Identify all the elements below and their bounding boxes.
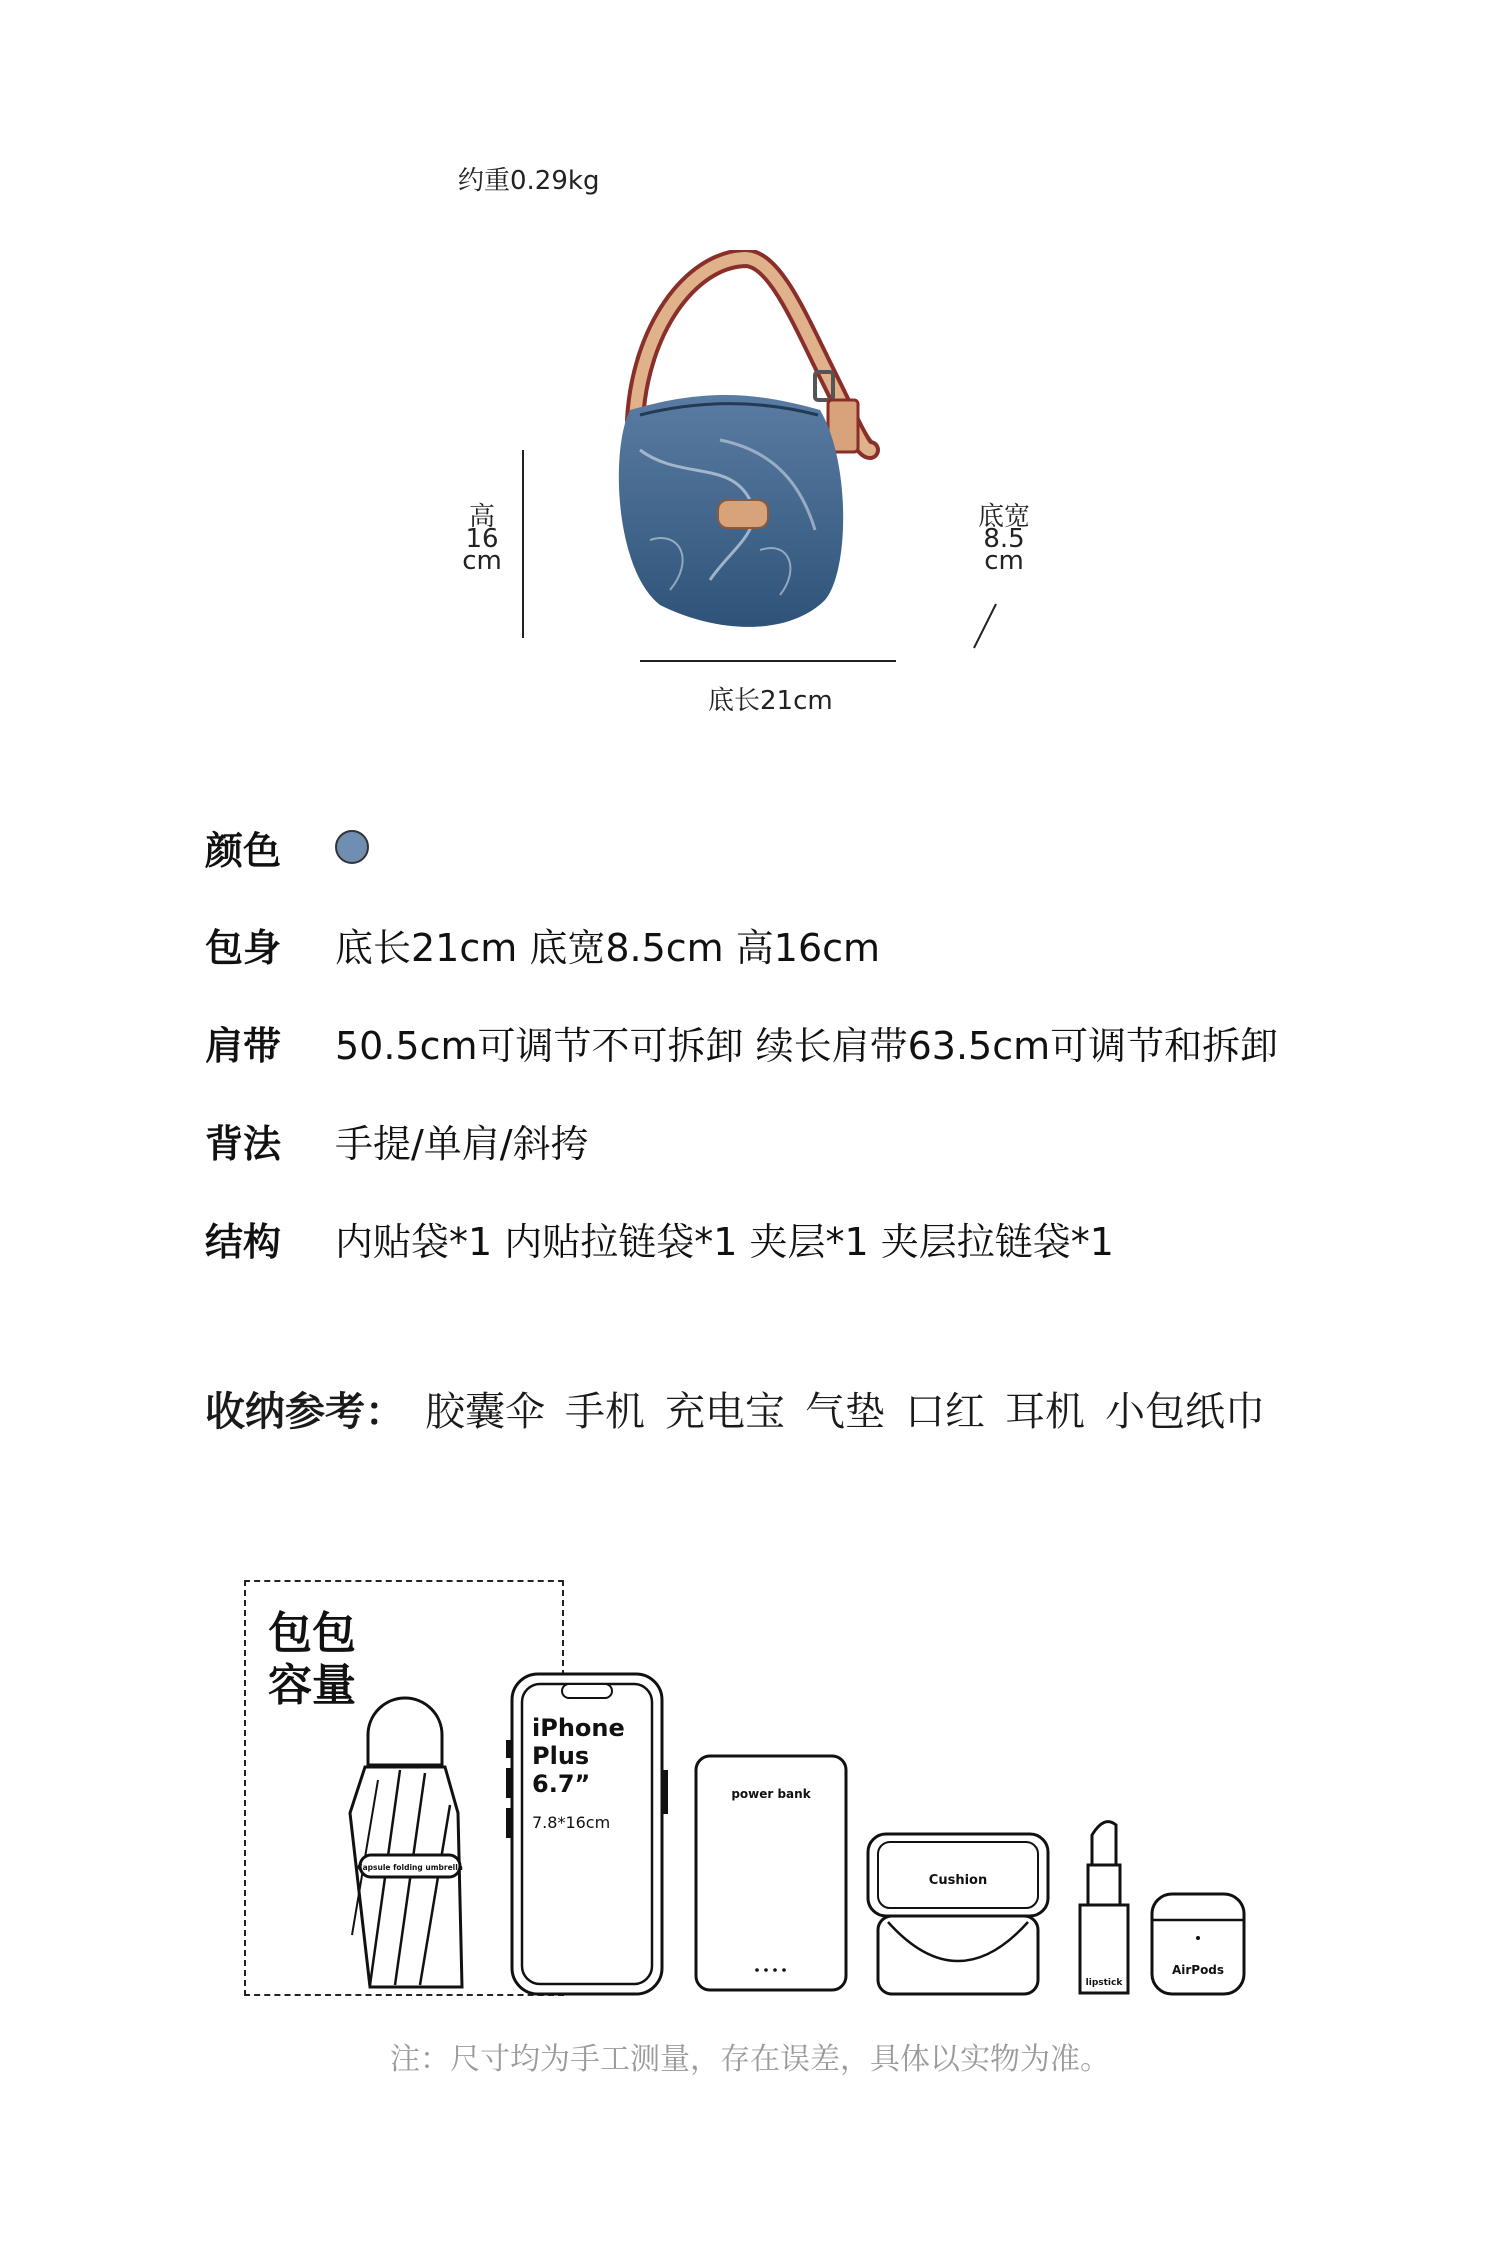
height-value: 16 <box>465 524 499 554</box>
spec-row-structure <box>205 1208 1114 1268</box>
height-dimension-line <box>522 450 524 638</box>
phone-size-label: 7.8*16cm <box>532 1813 611 1832</box>
lipstick-icon <box>1074 1815 1134 1999</box>
airpods-label: AirPods <box>1171 1963 1225 1977</box>
storage-item: 小包纸巾 <box>1105 1389 1265 1435</box>
spec-value: 底长21cm 底宽8.5cm 高16cm <box>335 925 881 970</box>
spec-value: 手提/单肩/斜挎 <box>335 1121 589 1166</box>
phone-model-line3: 6.7” <box>532 1770 591 1798</box>
depth-unit: cm <box>984 546 1024 576</box>
depth-dimension-line <box>970 600 1000 652</box>
depth-value: 8.5 <box>983 524 1025 554</box>
storage-item: 气垫 <box>805 1389 885 1435</box>
spec-value: 50.5cm可调节不可拆卸 续长肩带63.5cm可调节和拆卸 <box>335 1023 1279 1068</box>
capacity-title-line2: 容量 <box>268 1660 356 1711</box>
powerbank-icon <box>692 1752 852 1996</box>
depth-label: 底宽 <box>977 502 1030 532</box>
height-unit: cm <box>462 546 502 576</box>
spec-label: 颜色 <box>205 828 282 873</box>
spec-row-body <box>205 914 880 974</box>
depth-dimension-label <box>968 502 1040 576</box>
storage-item: 充电宝 <box>665 1389 785 1435</box>
phone-icon <box>500 1670 670 1998</box>
weight-label: 约重0.29kg <box>458 166 600 196</box>
height-dimension-label <box>452 502 512 576</box>
powerbank-label: power bank <box>731 1787 811 1801</box>
cushion-icon <box>864 1830 1054 1998</box>
lipstick-label: lipstick <box>1085 1978 1123 1988</box>
bag-image <box>600 250 960 660</box>
length-dimension-line <box>640 660 896 662</box>
storage-item: 耳机 <box>1005 1389 1085 1435</box>
storage-item: 口红 <box>905 1389 985 1435</box>
capacity-title-line1: 包包 <box>268 1608 356 1659</box>
storage-reference <box>205 1380 1285 1437</box>
phone-model-line2: Plus <box>532 1742 590 1770</box>
spec-row-carry <box>205 1110 589 1170</box>
footnote: 注：尺寸均为手工测量，存在误差，具体以实物为准。 <box>390 2042 1110 2077</box>
cushion-label: Cushion <box>928 1873 988 1888</box>
spec-row-strap <box>205 1012 1278 1072</box>
storage-item: 胶囊伞 <box>425 1389 545 1435</box>
umbrella-icon <box>340 1695 470 1995</box>
height-label: 高 <box>468 502 495 532</box>
storage-label: 收纳参考： <box>205 1389 405 1435</box>
spec-label: 结构 <box>205 1219 282 1264</box>
spec-value: 内贴袋*1 内贴拉链袋*1 夹层*1 夹层拉链袋*1 <box>335 1219 1114 1264</box>
umbrella-label: Capsule folding umbrella <box>357 1863 463 1872</box>
spec-row-color <box>205 817 369 877</box>
storage-item: 手机 <box>565 1389 645 1435</box>
phone-model-line1: iPhone <box>532 1714 625 1742</box>
color-swatch[interactable] <box>335 830 369 864</box>
spec-label: 背法 <box>205 1121 282 1166</box>
airpods-icon <box>1148 1890 1248 1998</box>
spec-label: 肩带 <box>205 1023 282 1068</box>
length-dimension-label: 底长21cm <box>708 686 833 716</box>
spec-label: 包身 <box>205 925 282 970</box>
